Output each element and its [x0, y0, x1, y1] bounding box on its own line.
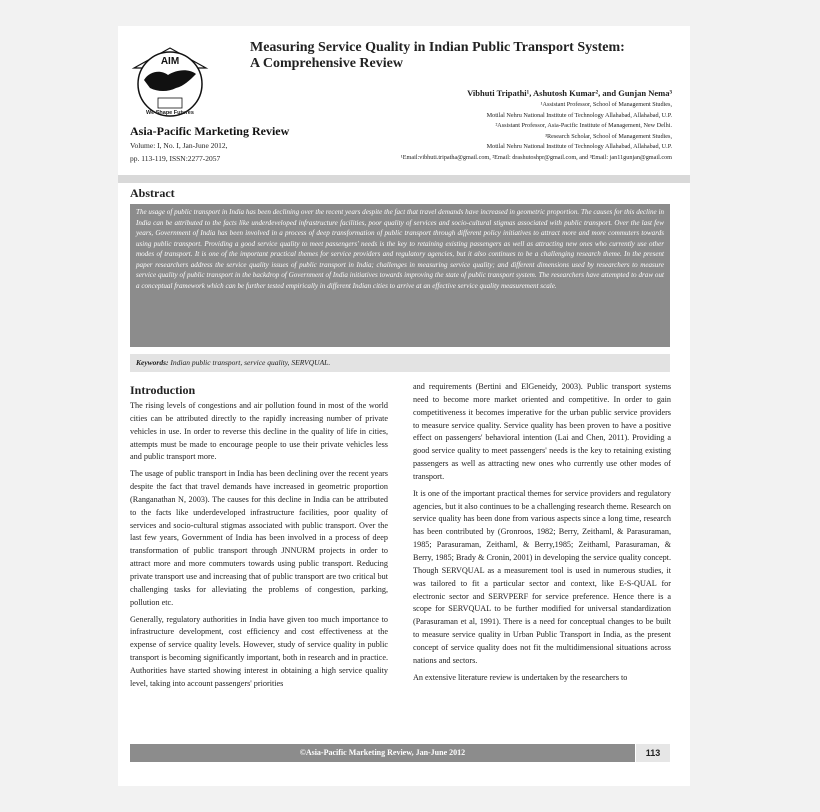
paragraph: Generally, regulatory authorities in India have given too much importance to infrastructure development, cost efficiency and cost effectiveness at the expense of service quality levels. However, study of service quality in public transport is becoming significantly important, both in research and in practice. Authorities have started showing interest in obtaining a high service quality level, taking into account passengers' priorities — [130, 614, 388, 688]
paragraph: It is one of the important practical themes for service providers and regulatory agencies, but it also continues to be a challenging research theme. Research on service quality has been done from various aspects since a long time, research has been contributed by (Gronroos, 1982; Berry, Zeithaml, & Parasuraman, 1985; Parasuraman, Zeithaml, & Berry,1985; Zeithaml, Parasuraman, & Berry, 1985; Brady & Cronin, 2001) in developing the service quality concept. Though SERVQUAL as a measurement tool is used in numerous studies, it was tailored to fit a particular sector and context, like E-S-QUAL for electronic sector and SERVPERF for service preference. Hence there is a scope for SERVQUAL to be further modified for universal standardization (Parasuraman et al, 1991). There is a need for conceptual changes to be built to measure service quality in Urban Public Transport in India, as the present concept of service quality does not fit the multidimensional situations across nations and sectors. — [413, 488, 671, 665]
logo-tagline: We Shape Futures — [146, 110, 194, 116]
affiliation-line: ¹Assistant Professor, School of Management Studies, — [540, 101, 672, 108]
affiliation-line: ³Research Scholar, School of Management Studies, — [545, 132, 672, 140]
journal-pages: pp. 113-119, ISSN:2277-2057 — [130, 154, 221, 163]
affiliation-line: Motilal Nehru National Institute of Technology Allahabad, Allahabad, U.P. — [486, 111, 672, 119]
introduction-heading: Introduction — [130, 383, 196, 397]
journal-volume: Volume: I, No. I, Jan-June 2012, — [130, 141, 228, 150]
author-affiliations — [300, 100, 672, 163]
left-column — [130, 382, 388, 695]
header-divider — [118, 175, 690, 183]
keywords-label: Keywords: — [136, 358, 169, 367]
right-column — [413, 381, 671, 688]
paper-title-line2: A Comprehensive Review — [250, 56, 403, 71]
logo-text: AIM — [160, 56, 180, 67]
keywords-bar — [130, 354, 670, 372]
page-number: 113 — [636, 744, 670, 762]
affiliation-line: Motilal Nehru National Institute of Technology Allahabad, Allahabad, U.P. — [486, 143, 672, 150]
affiliation-line: ²Assistant Professor, Asia-Pacific Institute of Management, New Delhi. — [495, 122, 672, 129]
paragraph: The rising levels of congestions and air pollution found in most of the world cities can be attributed directly to the rapidly increasing number of private vehicles in use. In order to reverse this decline in the quality of life in cities, attempts must be made to encourage people to use their private vehicles less and public transport more. — [130, 401, 388, 462]
paper-title-line1: Measuring Service Quality in Indian Public Transport System: — [250, 40, 625, 55]
abstract-text: The usage of public transport in India has been declining over the recent years despite the fact that travel demands have increased in geometric proportion. The causes for this decline in India can be attributed to the facts like underdeveloped infrastructure facilities, poor quality of services and socio-cultural stigmas associated with public transport. Over the last few years, Government of India has been involved in a process of deep transformation of public transport through different policy initiatives to attract more and more commuters towards using public transport. Providing a good service quality to meet passengers' needs is the key to retaining existing passengers as well as attracting new ones who currently use other modes of transport. It is one of the important practical themes for service providers and regulatory agencies, but it also continues to be a challenging research theme. In the present paper researchers address the service quality issues of public transport in India; challenges in measuring service quality; and different dimensions used by researchers to measure service quality of public transport in the backdrop of Government of India initiatives towards improving the state of public transport system. The researchers have attempted to draw out a conceptual framework which can be further tested empirically in different Indian cities to arrive at an effective service quality measurement scale. — [136, 208, 664, 290]
affiliation-line: ¹Email:vibhuti.tripatha@gmail.com, ²Email: drashutoshpr@gmail.com, and ³Email: jan11gunjan@gmail.com — [400, 153, 672, 161]
aim-logo — [128, 40, 212, 120]
footer-bar: ©Asia-Pacific Marketing Review, Jan-June 2012 — [130, 744, 635, 762]
journal-name: Asia-Pacific Marketing Review — [130, 124, 290, 138]
journal-info — [130, 124, 310, 165]
paper-authors: Vibhuti Tripathi¹, Ashutosh Kumar², and Gunjan Nema³ — [467, 88, 672, 98]
paragraph: and requirements (Bertini and ElGeneidy, 2003). Public transport systems need to become more market oriented and competitive. In order to gain competitiveness it becomes imperative for the urban public service providers to measure service quality. Service quality has been proven to have a positive effect on passengers' behavioral intention (Lai and Chen, 2011). Providing a good service quality to meet passengers' needs is the key to retaining existing passengers as well as attracting new ones who currently use other modes of transport. — [413, 382, 671, 481]
paragraph: The usage of public transport in India has been declining over the recent years despite the fact that travel demands have increased in geometric proportion (Ranganathan N, 2003). The causes for this decline in India can be attributed to the facts like underdeveloped infrastructure facilities, poor quality of services and socio-cultural stigmas associated with public transport. Over the last few years, Government of India has been involved in a process of deep transformation of public transport through JNNURM projects in order to attract more and more commuters towards using public transport. Reducing private transport use and increasing that of public transport are two critical but challenging tasks for alleviating the problems of congestion, parking, pollution etc. — [130, 469, 388, 607]
keywords-text: Indian public transport, service quality, SERVQUAL. — [170, 358, 331, 367]
abstract-box — [130, 204, 670, 347]
abstract-heading: Abstract — [130, 186, 175, 200]
paper-title — [250, 40, 680, 72]
paragraph: An extensive literature review is undertaken by the researchers to — [413, 672, 628, 682]
